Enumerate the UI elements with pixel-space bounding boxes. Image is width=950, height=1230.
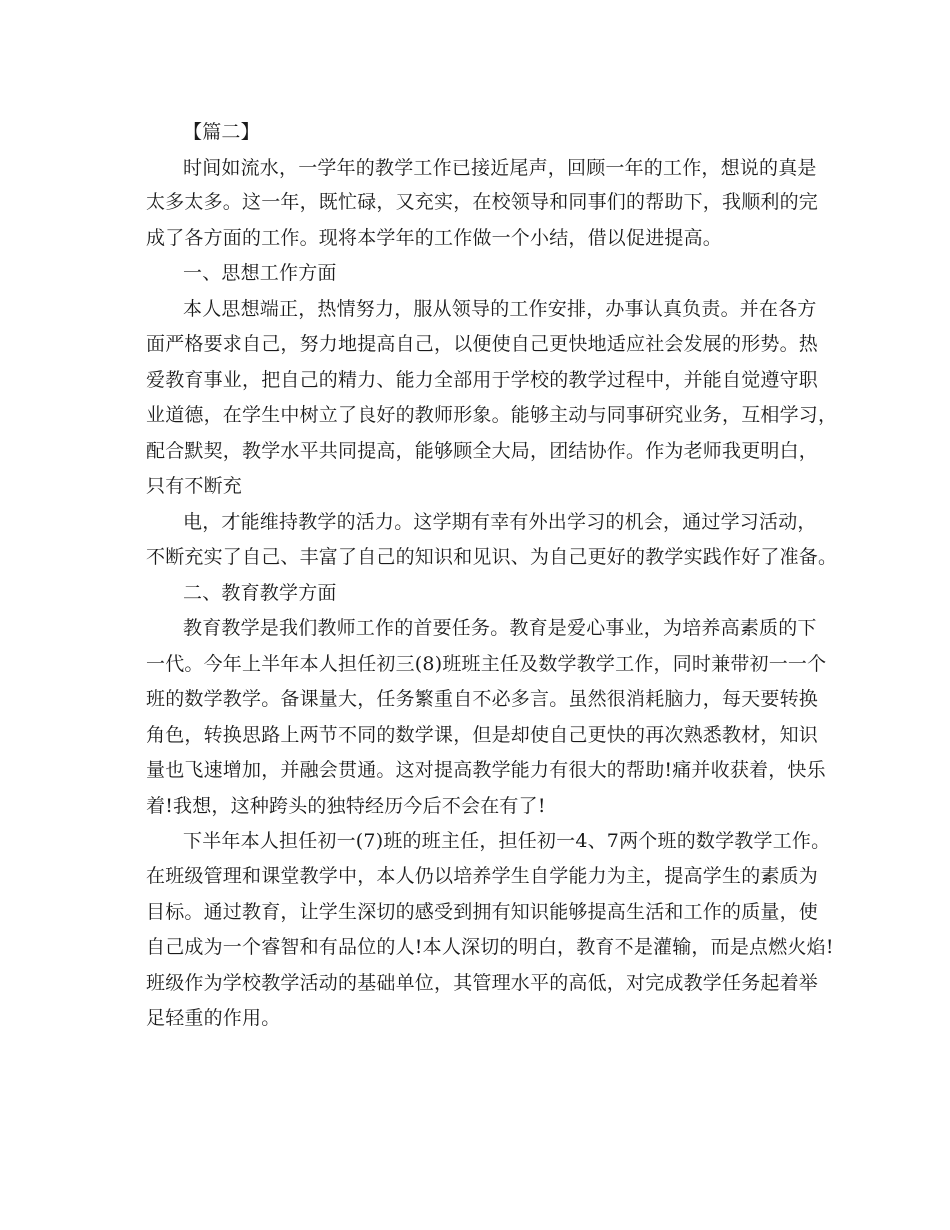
paragraph-line: 量也飞速增加，并融会贯通。这对提高教学能力有很大的帮助!痛并收获着，快乐 <box>146 759 826 781</box>
paragraph-line: 爱教育事业，把自己的精力、能力全部用于学校的教学过程中，并能自觉遵守职 <box>146 369 819 391</box>
paragraph-line: 不断充实了自己、丰富了自己的知识和见识、为自己更好的教学实践作好了准备。 <box>146 546 838 568</box>
paragraph-line: 目标。通过教育，让学生深切的感受到拥有知识能够提高生活和工作的质量，使 <box>146 901 819 923</box>
paragraph-line: 自己成为一个睿智和有品位的人!本人深切的明白，教育不是灌输，而是点燃火焰! <box>146 936 834 958</box>
paragraph-line: 业道德，在学生中树立了良好的教师形象。能够主动与同事研究业务，互相学习， <box>146 404 838 426</box>
paragraph-line: 本人思想端正，热情努力，服从领导的工作安排，办事认真负责。并在各方 <box>183 298 817 320</box>
paragraph-line: 配合默契，教学水平共同提高，能够顾全大局，团结协作。作为老师我更明白， <box>146 440 819 462</box>
section-heading-teaching: 二、教育教学方面 <box>183 582 337 604</box>
paragraph-line: 班级作为学校教学活动的基础单位，其管理水平的高低，对完成教学任务起着举 <box>146 972 819 994</box>
paragraph-line: 太多太多。这一年，既忙碌，又充实，在校领导和同事们的帮助下，我顺利的完 <box>146 191 819 213</box>
paragraph-line: 着!我想，这种跨头的独特经历今后不会在有了! <box>146 795 546 817</box>
paragraph-line: 班的数学教学。备课量大，任务繁重自不必多言。虽然很消耗脑力，每天要转换 <box>146 688 819 710</box>
paragraph-line: 时间如流水，一学年的教学工作已接近尾声，回顾一年的工作，想说的真是 <box>183 157 817 179</box>
paragraph-line: 只有不断充 <box>146 475 243 497</box>
paragraph-line: 成了各方面的工作。现将本学年的工作做一个小结，借以促进提高。 <box>146 227 723 249</box>
section-heading-part-two: 【篇二】 <box>183 121 260 143</box>
paragraph-line: 下半年本人担任初一(7)班的班主任，担任初一4、7两个班的数学教学工作。 <box>183 830 831 852</box>
paragraph-line: 在班级管理和课堂教学中，本人仍以培养学生自学能力为主，提高学生的素质为 <box>146 865 819 887</box>
paragraph-line: 角色，转换思路上两节不同的数学课，但是却使自己更快的再次熟悉教材，知识 <box>146 724 819 746</box>
paragraph-line: 一代。今年上半年本人担任初三(8)班班主任及数学教学工作，同时兼带初一一个 <box>146 653 827 675</box>
section-heading-ideology: 一、思想工作方面 <box>183 262 337 284</box>
paragraph-line: 电，才能维持教学的活力。这学期有幸有外出学习的机会，通过学习活动， <box>183 511 817 533</box>
paragraph-line: 面严格要求自己，努力地提高自己，以便使自己更快地适应社会发展的形势。热 <box>146 333 819 355</box>
paragraph-line: 足轻重的作用。 <box>146 1007 281 1029</box>
paragraph-line: 教育教学是我们教师工作的首要任务。教育是爱心事业，为培养高素质的下 <box>183 617 817 639</box>
